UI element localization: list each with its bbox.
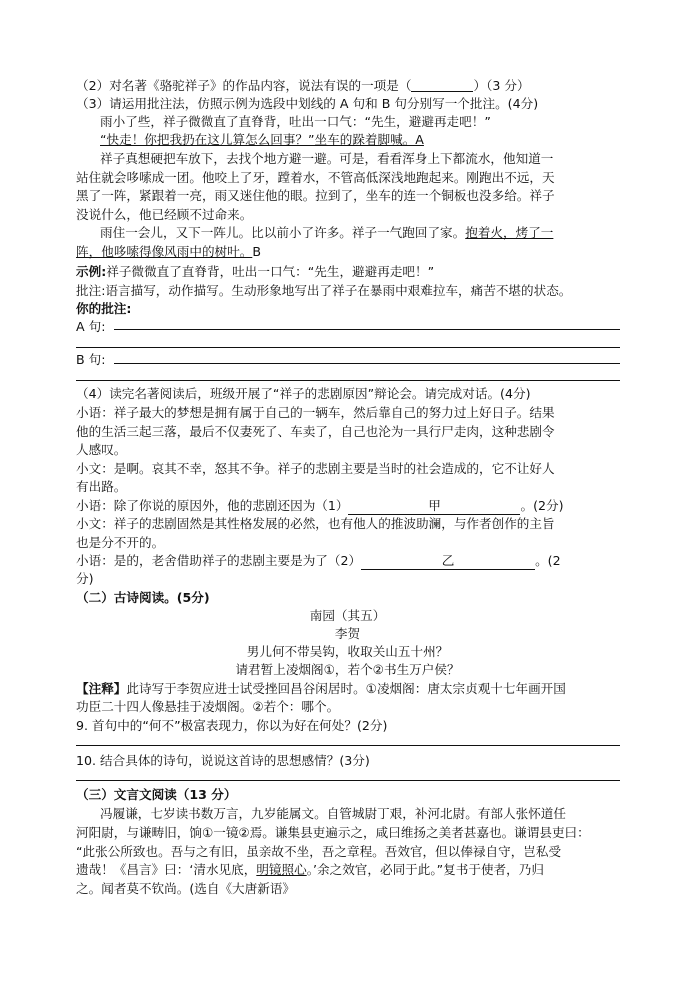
dialogue-1-line-1: 小语：祥子最大的梦想是拥有属于自己的一辆车，然后靠自己的努力过上好日子。结果 [76, 405, 555, 420]
answer-b-line-1[interactable] [114, 363, 620, 364]
question-9-answer-line[interactable] [76, 745, 620, 746]
dialogue-5 [76, 552, 621, 570]
question-10-answer-line[interactable] [76, 780, 620, 781]
example [76, 263, 621, 280]
passage-sentence-b-end: 阵，他哆嗦得像风雨中的树叶。 [76, 244, 253, 259]
poem-line-1: 男儿何不带吴钩，收取关山五十州？ [246, 644, 449, 659]
example-note: 批注:语言描写，动作描写。生动形象地写出了祥子在暴雨中艰难拉车，痛苦不堪的状态。 [76, 283, 572, 298]
passage-sentence-a: “快走！你把我扔在这儿算怎么回事？”坐车的跺着脚喊。A [100, 132, 424, 147]
classical-heading: （三）文言文阅读（13 分） [76, 787, 237, 802]
question-2 [76, 77, 621, 94]
passage-paragraph-4-line-2 [76, 243, 621, 260]
passage-paragraph-3-line-1: 祥子真想硬把车放下，去找个地方避一避。可是，看看浑身上下都流水，他知道一 [100, 151, 554, 166]
dialogue-5-score: 。(2 [535, 553, 561, 568]
dialogue-1-line-3: 人感叹。 [76, 442, 127, 457]
dialogue-1-line-2: 他的生活三起三落，最后不仅妻死了、车卖了，自己也沦为一具行尸走肉，这种悲剧令 [76, 424, 555, 439]
poem-note-line-2: 功臣二十四人像悬挂于凌烟阁。②若个：哪个。 [76, 699, 340, 714]
poem-title: 南园（其五） [309, 608, 386, 623]
answer-b-line-2[interactable] [76, 380, 620, 381]
dialogue-5-text: 小语：是的，老舍借助祥子的悲剧主要是为了（2） [76, 553, 362, 568]
answer-a-label: A 句: [76, 319, 106, 334]
passage-paragraph-4-line-1 [100, 224, 645, 241]
classical-line-1: 冯履谦，七岁读书数万言，九岁能属文。自管城尉丁艰，补河北尉。有部人张怀道任 [100, 806, 566, 821]
poem-heading: （二）古诗阅读。(5分) [76, 590, 210, 605]
your-note-label: 你的批注: [76, 301, 132, 316]
passage-paragraph-3-line-3: 黑了一阵，紧跟着一亮，雨又迷住他的眼。拉到了，坐车的连一个铜板也没多给。祥子 [76, 188, 555, 203]
classical-text-end: 。’余之效官，必同于此。”复书于使者，乃归 [306, 862, 544, 877]
dialogue-3-score: 。(2分) [520, 498, 564, 513]
passage-paragraph-3-line-2: 站住就会哆嗦成一团。他咬上了牙，蹚着水，不管高低深浅地跑起来。刚跑出不远，天 [76, 170, 555, 185]
poem-author: 李贺 [334, 626, 361, 641]
answer-blank-1[interactable]: 甲 [348, 497, 520, 515]
passage-paragraph-3-line-4: 没说什么，他已经顾不过命来。 [76, 207, 253, 222]
passage-sentence-b-start: 抱着火，烤了一 [465, 225, 554, 240]
passage-paragraph-1: 雨小了些，祥子微微直了直脊背，吐出一口气：“先生，避避再走吧！” [100, 114, 491, 129]
classical-line-5: 之。闻者莫不钦尚。(选自《大唐新语》 [76, 881, 296, 896]
classical-text: 遗哉！《昌言》曰：‘清水见底， [76, 862, 257, 877]
answer-blank[interactable] [411, 79, 473, 92]
answer-b-label: B 句: [76, 352, 106, 367]
sentence-b-marker: B [252, 244, 261, 259]
dialogue-3-text: 小语：除了你说的原因外，他的悲剧还因为（1） [76, 498, 349, 513]
answer-blank-2[interactable]: 乙 [361, 552, 535, 570]
question-10: 10. 结合具体的诗句，说说这首诗的思想感情？(3分) [76, 753, 370, 768]
question-2-score: ）（3 分） [473, 78, 530, 93]
classical-line-2: 河阳尉，与谦畴旧，饷①一镜②焉。谦集县吏遍示之，咸曰维扬之美者甚嘉也。谦谓县吏曰： [76, 825, 590, 840]
poem-note-text: 此诗写于李贺应进士试受挫回昌谷闲居时。①凌烟阁：唐太宗贞观十七年画开国 [126, 681, 566, 696]
dialogue-4-line-2: 也是分不开的。 [76, 535, 165, 550]
question-3: （3）请运用批注法，仿照示例为选段中划线的 A 句和 B 句分别写一个批注。(4分) [76, 96, 539, 111]
dialogue-2-line-1: 小文：是啊。哀其不幸，怒其不争。祥子的悲剧主要是当时的社会造成的，它不让好人 [76, 461, 555, 476]
question-9: 9. 首句中的“何不”极富表现力，你以为好在何处？(2分) [76, 718, 388, 733]
classical-underlined-phrase: 明镜照心 [256, 862, 307, 877]
answer-a-line-1[interactable] [114, 329, 620, 330]
question-4-intro: （4）读完名著阅读后，班级开展了“祥子的悲剧原因”辩论会。请完成对话。(4分) [76, 386, 531, 401]
answer-a-line-2[interactable] [76, 347, 620, 348]
example-text: 祥子微微直了直脊背，吐出一口气：“先生，避避再走吧！” [106, 264, 435, 279]
poem-line-2: 请君暂上凌烟阁①，若个②书生万户侯？ [235, 662, 460, 677]
question-2-text: （2）对名著《骆驼祥子》的作品内容，说法有误的一项是（ [76, 78, 412, 93]
dialogue-3 [76, 497, 621, 515]
poem-note-label: 【注释】 [76, 681, 127, 696]
dialogue-4-line-1: 小文：祥子的悲剧固然是其性格发展的必然，也有他人的推波助澜，与作者创作的主旨 [76, 516, 555, 531]
poem-note [76, 680, 621, 697]
passage-text: 雨住一会儿，又下一阵儿。比以前小了许多。祥子一气跑回了家。 [100, 225, 466, 240]
dialogue-2-line-2: 有出路。 [76, 479, 127, 494]
classical-line-3: “此张公所致也。吾与之有旧，虽亲故不坐，吾之章程。吾效官，但以俸禄自守，岂私受 [76, 844, 562, 859]
classical-line-4 [76, 861, 621, 878]
dialogue-5-line-2: 分) [76, 571, 94, 586]
example-label: 示例: [76, 264, 107, 279]
